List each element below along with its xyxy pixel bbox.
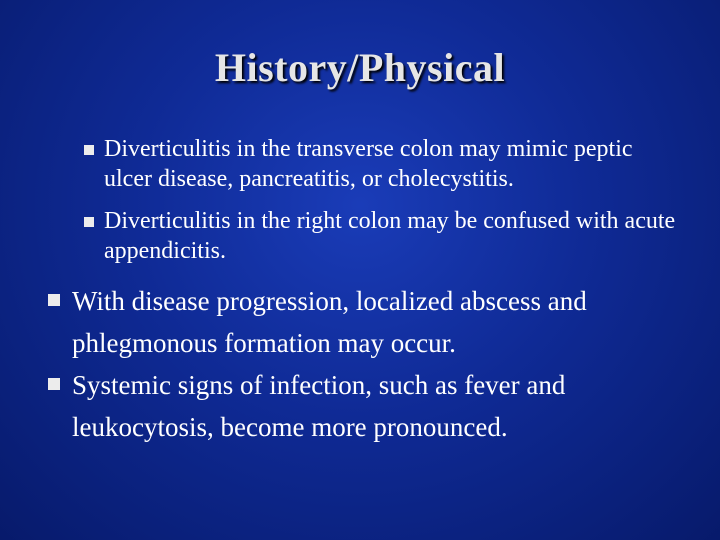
bullet-item — [72, 364, 692, 448]
bullet-text: Systemic signs of infection, such as fever and leukocytosis, become more pronounced. — [72, 370, 566, 442]
square-bullet-icon — [84, 145, 94, 155]
bullet-text: With disease progression, localized abscess and phlegmonous formation may occur. — [72, 286, 587, 358]
bullet-item — [72, 280, 692, 364]
sub-bullet-item — [104, 206, 684, 266]
square-bullet-icon — [48, 294, 60, 306]
sub-bullet-text: Diverticulitis in the right colon may be confused with acute appendicitis. — [104, 208, 676, 264]
sub-bullet-item — [104, 134, 684, 194]
slide-title: History/Physical — [214, 45, 506, 90]
sub-bullet-text: Diverticulitis in the transverse colon may mimic peptic ulcer disease, pancreatitis, or cholecystitis. — [104, 136, 633, 192]
square-bullet-icon — [84, 217, 94, 227]
square-bullet-icon — [48, 378, 60, 390]
